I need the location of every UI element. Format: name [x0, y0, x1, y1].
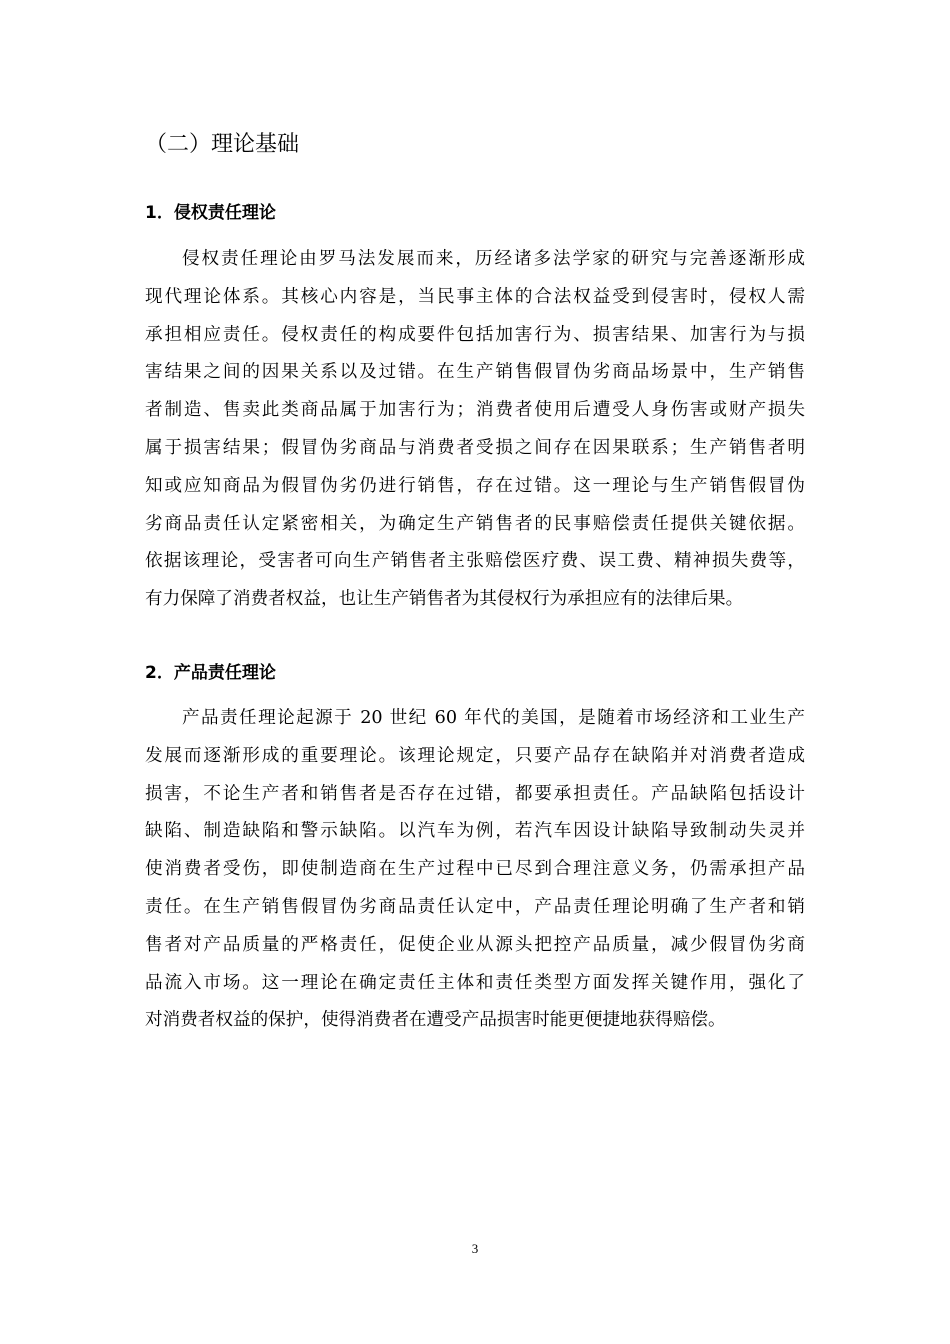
paragraph-line: 依据该理论，受害者可向生产销售者主张赔偿医疗费、误工费、精神损失费等， [145, 551, 805, 572]
paragraph-line: 发展而逐渐形成的重要理论。该理论规定，只要产品存在缺陷并对消费者造成 [145, 745, 805, 766]
page-number: 3 [471, 1241, 479, 1256]
subsection-heading-product-liability: 2．产品责任理论 [145, 663, 276, 683]
paragraph-line: 对消费者权益的保护，使得消费者在遭受产品损害时能更便捷地获得赔偿。 [145, 1010, 726, 1031]
paragraph-line: 缺陷、制造缺陷和警示缺陷。以汽车为例，若汽车因设计缺陷导致制动失灵并 [145, 821, 805, 842]
paragraph-line: 知或应知商品为假冒伪劣仍进行销售，存在过错。这一理论与生产销售假冒伪 [145, 475, 805, 496]
subsection-heading-tort-liability: 1．侵权责任理论 [145, 203, 276, 223]
paragraph-line: 产品责任理论起源于 20 世纪 60 年代的美国，是随着市场经济和工业生产 [182, 708, 805, 728]
paragraph-product-liability [145, 700, 805, 1040]
paragraph-line: 承担相应责任。侵权责任的构成要件包括加害行为、损害结果、加害行为与损 [145, 324, 805, 345]
paragraph-line: 使消费者受伤，即使制造商在生产过程中已尽到合理注意义务，仍需承担产品 [145, 859, 805, 880]
paragraph-line: 害结果之间的因果关系以及过错。在生产销售假冒伪劣商品场景中，生产销售 [145, 362, 805, 383]
section-title: （二）理论基础 [145, 132, 300, 157]
paragraph-line: 现代理论体系。其核心内容是，当民事主体的合法权益受到侵害时，侵权人需 [145, 286, 805, 307]
paragraph-line: 属于损害结果；假冒伪劣商品与消费者受损之间存在因果联系；生产销售者明 [145, 437, 805, 458]
paragraph-line: 侵权责任理论由罗马法发展而来，历经诸多法学家的研究与完善逐渐形成 [182, 249, 805, 269]
paragraph-line: 劣商品责任认定紧密相关，为确定生产销售者的民事赔偿责任提供关键依据。 [145, 513, 805, 534]
paragraph-line: 责任。在生产销售假冒伪劣商品责任认定中，产品责任理论明确了生产者和销 [145, 896, 805, 917]
paragraph-line: 有力保障了消费者权益，也让生产销售者为其侵权行为承担应有的法律后果。 [145, 589, 744, 610]
paragraph-tort-liability [145, 241, 805, 619]
paragraph-line: 者制造、售卖此类商品属于加害行为；消费者使用后遭受人身伤害或财产损失 [145, 400, 805, 421]
paragraph-line: 品流入市场。这一理论在确定责任主体和责任类型方面发挥关键作用，强化了 [145, 972, 805, 993]
paragraph-line: 售者对产品质量的严格责任，促使企业从源头把控产品质量，减少假冒伪劣商 [145, 934, 805, 955]
paragraph-line: 损害，不论生产者和销售者是否存在过错，都要承担责任。产品缺陷包括设计 [145, 783, 805, 804]
